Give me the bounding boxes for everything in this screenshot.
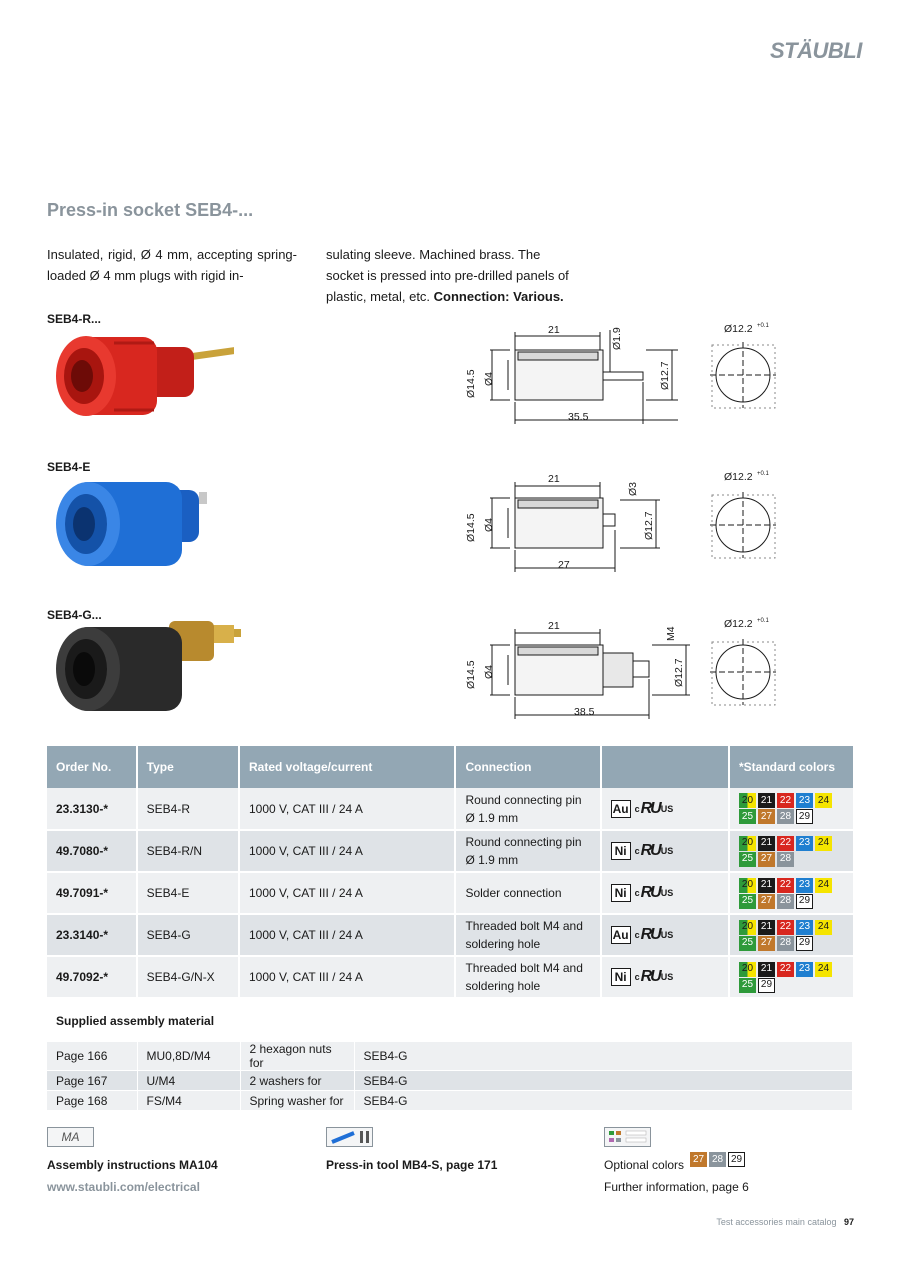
standard-colors bbox=[729, 830, 853, 872]
dim-pin: M4 bbox=[665, 626, 677, 641]
connection-line-2: Ø 1.9 mm bbox=[465, 853, 519, 867]
color-swatch: 29 bbox=[796, 809, 813, 824]
drawing-seb4-e bbox=[460, 470, 790, 582]
table-row bbox=[47, 872, 853, 914]
supplied-desc: 2 hexagon nuts for bbox=[240, 1042, 354, 1071]
dim-right: Ø12.7 bbox=[673, 658, 685, 687]
connection bbox=[455, 956, 600, 998]
cert-block bbox=[611, 884, 719, 902]
color-swatch: 20 bbox=[739, 793, 756, 808]
material-badge: Au bbox=[612, 928, 629, 942]
ul-c: c bbox=[634, 803, 640, 814]
ul-mark-icon bbox=[635, 926, 674, 944]
header-order: Order No. bbox=[47, 746, 137, 788]
cert-block bbox=[611, 800, 719, 818]
color-swatch: 25 bbox=[739, 894, 756, 909]
color-swatch: 27 bbox=[758, 936, 775, 951]
type: SEB4-R/N bbox=[137, 830, 239, 872]
cert-block bbox=[611, 968, 719, 986]
color-swatch: 29 bbox=[796, 894, 813, 909]
color-swatch: 27 bbox=[690, 1152, 707, 1167]
supplied-page: Page 167 bbox=[47, 1071, 137, 1091]
connection-line-1: Round connecting pin bbox=[465, 792, 582, 807]
certification bbox=[601, 788, 729, 830]
swatch-group bbox=[739, 836, 844, 867]
ul-logo: RU bbox=[640, 842, 660, 859]
order-number: 23.3140-* bbox=[47, 914, 137, 956]
supplied-for: SEB4-G bbox=[354, 1042, 853, 1071]
supplied-code: U/M4 bbox=[137, 1071, 240, 1091]
cert-block bbox=[611, 842, 719, 860]
further-info-link[interactable]: Further information, page 6 bbox=[604, 1180, 749, 1194]
product-image-seb4-r bbox=[44, 325, 234, 430]
color-swatch: 29 bbox=[728, 1152, 745, 1167]
header-connection: Connection bbox=[455, 746, 600, 788]
page-number: 97 bbox=[843, 1217, 854, 1227]
website-link[interactable]: www.staubli.com/electrical bbox=[47, 1180, 200, 1194]
product-label-seb4-e: SEB4-E bbox=[47, 460, 91, 474]
swatch-group bbox=[739, 962, 844, 993]
color-swatch: 24 bbox=[815, 793, 832, 808]
swatch-group bbox=[739, 920, 844, 951]
assembly-instructions-link[interactable]: Assembly instructions MA104 bbox=[47, 1158, 218, 1172]
color-swatch: 20 bbox=[739, 836, 756, 851]
connection bbox=[455, 914, 600, 956]
ul-logo: RU bbox=[640, 799, 660, 817]
dim-hole-tolerance: +0.1 bbox=[757, 323, 769, 329]
color-swatch: 23 bbox=[796, 920, 813, 935]
color-swatch: 23 bbox=[796, 836, 813, 851]
header-type: Type bbox=[137, 746, 239, 788]
supplied-for: SEB4-G bbox=[354, 1071, 853, 1091]
dim-inner: Ø4 bbox=[483, 371, 495, 386]
manual-icon bbox=[47, 1127, 94, 1147]
connection-line-1: Round connecting pin bbox=[465, 835, 582, 849]
connection bbox=[455, 830, 600, 872]
standard-colors bbox=[729, 956, 853, 998]
color-swatch: 20 bbox=[739, 962, 756, 977]
dim-hole-tolerance: +0.1 bbox=[757, 471, 769, 477]
certification bbox=[601, 956, 729, 998]
color-swatch: 20 bbox=[739, 920, 756, 935]
dim-length: 21 bbox=[548, 324, 560, 336]
supplied-table bbox=[47, 1042, 853, 1111]
order-number: 49.7080-* bbox=[47, 830, 137, 872]
order-number: 49.7092-* bbox=[47, 956, 137, 998]
color-swatch: 24 bbox=[815, 836, 832, 851]
rating: 1000 V, CAT III / 24 A bbox=[239, 872, 455, 914]
table-row bbox=[47, 830, 853, 872]
color-swatch: 23 bbox=[796, 793, 813, 808]
supplied-code: MU0,8D/M4 bbox=[137, 1042, 240, 1071]
color-swatch: 27 bbox=[758, 852, 775, 867]
color-swatch: 22 bbox=[777, 836, 794, 851]
color-swatch: 28 bbox=[777, 936, 794, 951]
color-swatch: 22 bbox=[777, 920, 794, 935]
ul-us: US bbox=[660, 972, 674, 982]
dim-right: Ø12.7 bbox=[659, 361, 671, 390]
dim-total: 35.5 bbox=[568, 411, 589, 423]
color-swatch: 27 bbox=[758, 894, 775, 909]
color-swatch: 21 bbox=[758, 962, 775, 977]
table-row bbox=[47, 914, 853, 956]
header-cert bbox=[601, 746, 729, 788]
ul-c: c bbox=[634, 930, 640, 940]
ul-mark-icon bbox=[635, 800, 674, 818]
color-swatch: 22 bbox=[777, 793, 794, 808]
catalog-name: Test accessories main catalog bbox=[716, 1217, 837, 1227]
color-swatch: 22 bbox=[777, 962, 794, 977]
connection-line-1: Threaded bolt M4 and bbox=[465, 961, 583, 975]
swatch-group bbox=[739, 878, 844, 909]
table-header-row bbox=[47, 746, 853, 788]
manual-icon-label: MA bbox=[61, 1130, 80, 1144]
color-swatch: 24 bbox=[815, 920, 832, 935]
dim-hole: Ø12.2 bbox=[724, 323, 753, 335]
color-swatch: 24 bbox=[815, 878, 832, 893]
ul-mark-icon bbox=[635, 884, 674, 902]
standard-colors bbox=[729, 914, 853, 956]
description-right-text: sulating sleeve. Machined brass. The socket is pressed into pre-drilled panels of plastic, metal, etc. bbox=[326, 247, 569, 304]
certification bbox=[601, 830, 729, 872]
rating: 1000 V, CAT III / 24 A bbox=[239, 788, 455, 830]
description-right bbox=[326, 244, 578, 307]
dim-pin: Ø3 bbox=[627, 481, 639, 496]
dim-outer: Ø14.5 bbox=[465, 660, 477, 689]
product-label-seb4-g: SEB4-G... bbox=[47, 608, 102, 622]
ul-us: US bbox=[660, 930, 674, 940]
color-swatch: 21 bbox=[758, 836, 775, 851]
color-swatch: 25 bbox=[739, 809, 756, 824]
order-number: 49.7091-* bbox=[47, 872, 137, 914]
product-image-seb4-e bbox=[44, 472, 234, 582]
connection-line-2: soldering hole bbox=[465, 937, 541, 951]
ul-c: c bbox=[634, 972, 640, 982]
material-badge: Ni bbox=[611, 884, 631, 902]
color-swatch: 28 bbox=[777, 852, 794, 867]
header-rating: Rated voltage/current bbox=[239, 746, 455, 788]
rating: 1000 V, CAT III / 24 A bbox=[239, 914, 455, 956]
table-row bbox=[47, 788, 853, 830]
rating: 1000 V, CAT III / 24 A bbox=[239, 956, 455, 998]
ul-us: US bbox=[660, 846, 674, 856]
color-swatch: 21 bbox=[758, 920, 775, 935]
dim-hole: Ø12.2 bbox=[724, 618, 753, 630]
supplied-page: Page 166 bbox=[47, 1042, 137, 1071]
standard-colors bbox=[729, 872, 853, 914]
table-row bbox=[47, 956, 853, 998]
dim-pin: Ø1.9 bbox=[611, 327, 623, 350]
dim-outer: Ø14.5 bbox=[465, 369, 477, 398]
supplied-page: Page 168 bbox=[47, 1091, 137, 1111]
connection-line-1: Solder connection bbox=[465, 886, 562, 900]
supplied-desc: Spring washer for bbox=[240, 1091, 354, 1111]
dim-length: 21 bbox=[548, 620, 560, 632]
type: SEB4-G bbox=[137, 914, 239, 956]
drawing-seb4-g bbox=[460, 617, 790, 729]
color-swatch: 27 bbox=[758, 809, 775, 824]
color-swatch: 21 bbox=[758, 793, 775, 808]
drawing-seb4-r bbox=[460, 320, 790, 432]
connection bbox=[455, 788, 600, 830]
page-footer bbox=[716, 1217, 854, 1227]
description-connection: Connection: Various. bbox=[433, 289, 564, 304]
order-number: 23.3130-* bbox=[47, 788, 137, 830]
ul-mark-icon bbox=[635, 842, 674, 860]
color-swatch: 28 bbox=[777, 894, 794, 909]
optional-colors-icon bbox=[604, 1127, 651, 1147]
dim-length: 21 bbox=[548, 473, 560, 485]
certification bbox=[601, 914, 729, 956]
dim-total: 38.5 bbox=[574, 706, 595, 718]
dim-hole: Ø12.2 bbox=[724, 471, 753, 483]
cert-block bbox=[611, 926, 719, 944]
type: SEB4-R bbox=[137, 788, 239, 830]
certification bbox=[601, 872, 729, 914]
color-swatch: 28 bbox=[709, 1152, 726, 1167]
press-tool-icon bbox=[326, 1127, 373, 1147]
ul-us: US bbox=[660, 803, 674, 814]
connection-line-1: Threaded bolt M4 and bbox=[465, 919, 583, 933]
ul-c: c bbox=[634, 846, 640, 856]
spec-table bbox=[47, 746, 853, 999]
supplied-for: SEB4-G bbox=[354, 1091, 853, 1111]
type: SEB4-G/N-X bbox=[137, 956, 239, 998]
dim-hole-tolerance: +0.1 bbox=[757, 618, 769, 624]
swatch-group bbox=[739, 793, 844, 824]
product-label-seb4-r: SEB4-R... bbox=[47, 312, 102, 326]
optional-colors-label: Optional colors bbox=[604, 1158, 685, 1172]
press-tool-link[interactable]: Press-in tool MB4-S, page 171 bbox=[326, 1158, 498, 1172]
header-colors: *Standard colors bbox=[729, 746, 853, 788]
material-badge: Ni bbox=[611, 842, 631, 860]
dim-total: 27 bbox=[558, 559, 570, 571]
brand-logo: STÄUBLI bbox=[770, 38, 862, 63]
ul-logo: RU bbox=[640, 884, 660, 901]
connection-line-2: Ø 1.9 mm bbox=[465, 810, 519, 825]
ul-logo: RU bbox=[640, 926, 660, 943]
dim-outer: Ø14.5 bbox=[465, 513, 477, 542]
ul-c: c bbox=[634, 888, 640, 898]
supplied-desc: 2 washers for bbox=[240, 1071, 354, 1091]
color-swatch: 29 bbox=[796, 936, 813, 951]
color-swatch: 25 bbox=[739, 936, 756, 951]
color-swatch: 23 bbox=[796, 962, 813, 977]
ul-mark-icon bbox=[635, 968, 674, 986]
connection-line-2: soldering hole bbox=[465, 979, 541, 993]
dim-inner: Ø4 bbox=[483, 664, 495, 679]
standard-colors bbox=[729, 788, 853, 830]
ul-us: US bbox=[660, 888, 674, 898]
color-swatch: 23 bbox=[796, 878, 813, 893]
table-row bbox=[47, 1071, 853, 1091]
page-title: Press-in socket SEB4-... bbox=[47, 200, 254, 220]
product-image-seb4-g bbox=[44, 617, 244, 727]
color-swatch: 25 bbox=[739, 852, 756, 867]
color-swatch: 21 bbox=[758, 878, 775, 893]
connection bbox=[455, 872, 600, 914]
rating: 1000 V, CAT III / 24 A bbox=[239, 830, 455, 872]
color-swatch: 28 bbox=[777, 809, 794, 824]
description-left: Insulated, rigid, Ø 4 mm, accepting spring-loaded Ø 4 mm plugs with rigid in- bbox=[47, 247, 297, 283]
material-badge: Au bbox=[612, 801, 629, 816]
material-badge: Ni bbox=[611, 968, 631, 986]
table-row bbox=[47, 1042, 853, 1071]
color-swatch: 25 bbox=[739, 978, 756, 993]
color-swatch: 24 bbox=[815, 962, 832, 977]
color-swatch: 22 bbox=[777, 878, 794, 893]
supplied-code: FS/M4 bbox=[137, 1091, 240, 1111]
dim-right: Ø12.7 bbox=[643, 511, 655, 540]
dim-inner: Ø4 bbox=[483, 517, 495, 532]
ul-logo: RU bbox=[640, 968, 660, 985]
type: SEB4-E bbox=[137, 872, 239, 914]
color-swatch: 29 bbox=[758, 978, 775, 993]
table-row bbox=[47, 1091, 853, 1111]
supplied-title: Supplied assembly material bbox=[56, 1014, 215, 1028]
optional-colors-swatches bbox=[690, 1152, 745, 1167]
color-swatch: 20 bbox=[739, 878, 756, 893]
